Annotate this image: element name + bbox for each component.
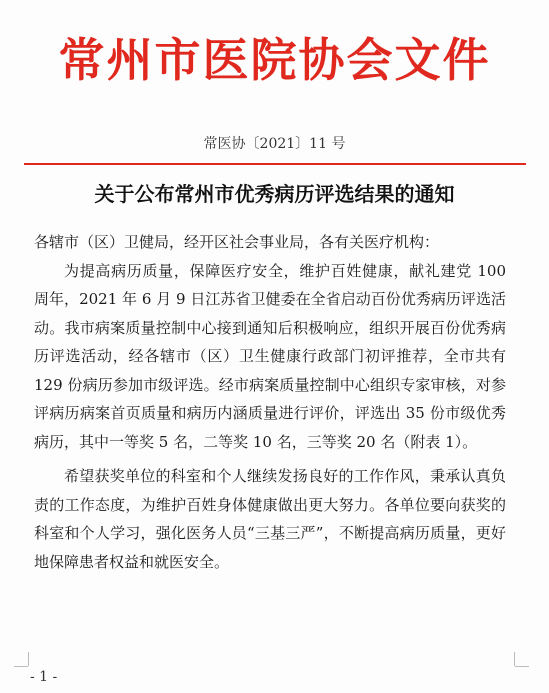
- document-number: 常医协〔2021〕11 号: [203, 136, 346, 152]
- document-body: [34, 228, 506, 576]
- body-paragraph-1: 为提高病历质量，保障医疗安全，维护百姓健康，献礼建党 100 周年，2021 年 6 月 9 日江苏省卫健委在全省启动百份优秀病历评选活动。我市病案质量控制中心接到通知后积极响应，组织开展百份优秀病历评选活动，经各辖市（区）卫生健康行政部门初评推荐，全市共有 129 份病历参加市级评选。经市病案质量控制中心组织专家审核，对参评病历病案首页质量和病历内涵质量进行评价，评选出 35 份市级优秀病历，其中一等奖 5 名，二等奖 10 名，三等奖 20 名（附表 1）。: [34, 261, 506, 451]
- body-paragraph-2: 希望获奖单位的科室和个人继续发扬良好的工作作风，秉承认真负责的工作态度，为维护百姓身体健康做出更大努力。各单位要向获奖的科室和个人学习，强化医务人员“三基三严”，不断提高病历质量，更好地保障患者权益和就医安全。: [34, 467, 506, 571]
- corner-mark-right: [514, 652, 529, 666]
- corner-mark-left: [14, 652, 29, 666]
- notice-title: 关于公布常州市优秀病历评选结果的通知: [94, 182, 455, 206]
- red-divider-line: [24, 163, 526, 165]
- page-number: - 1 -: [30, 669, 58, 685]
- salutation: 各辖市（区）卫健局，经开区社会事业局，各有关医疗机构：: [34, 233, 440, 251]
- document-header-title: 常州市医院协会文件: [58, 33, 491, 87]
